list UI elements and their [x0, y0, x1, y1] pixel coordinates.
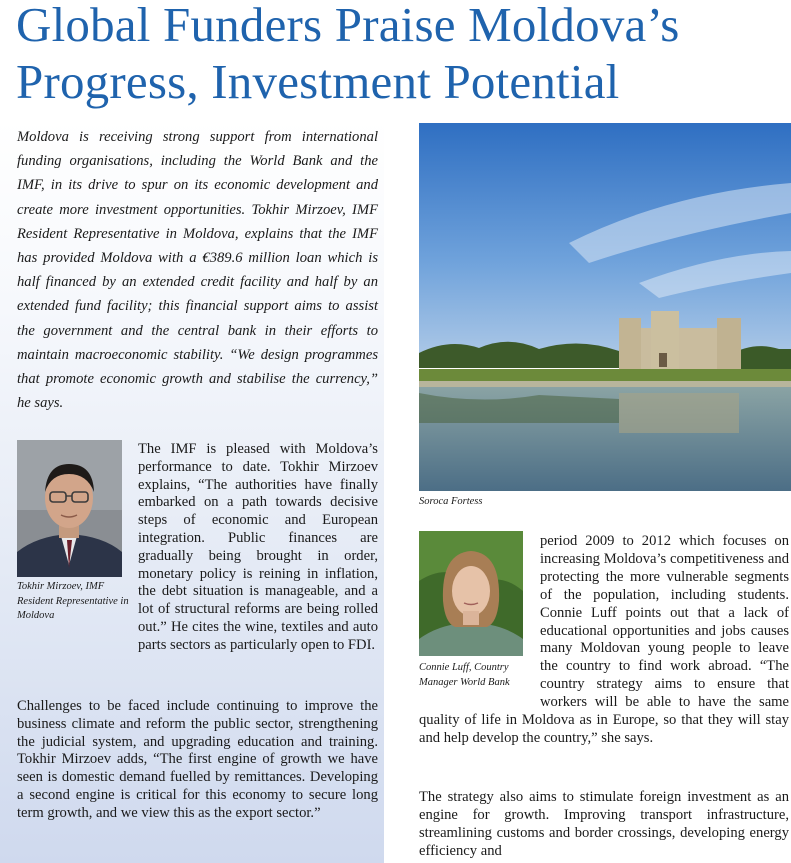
body-paragraph-4: The strategy also aims to stimulate foreign investment as an engine for growth. Improving transport infrastructure, streamlining customs and border crossings, developing energy efficiency and: [419, 789, 789, 859]
mirzoev-caption: Tokhir Mirzoev, IMF Resident Representative in Moldova: [17, 581, 129, 621]
article-title: [16, 0, 680, 110]
body-paragraph-1: [17, 441, 378, 687]
title-line-1: Global Funders Praise Moldova’s: [16, 0, 680, 52]
intro-paragraph: Moldova is receiving strong support from international funding organisations, including the World Bank and the IMF, in its drive to spur on its economic development and create more investment opportunities. Tokhir Mirzoev, IMF Resident Representative in Moldova, explains that the IMF has provided Moldova with a €389.6 million loan which is half financed by an extended credit facility and half by an extended fund facility; this financial support aims to assist the government and the central bank in their efforts to maintain macroeconomic stability. “We design programmes that promote economic growth and stabilise the currency,” he says.: [17, 129, 378, 412]
luff-caption: Connie Luff, Country Manager World Bank: [419, 662, 510, 688]
soroca-fortress-photo: [419, 123, 791, 491]
body-paragraph-3-text: period 2009 to 2012 which focuses on increasing Moldova’s competitiveness and protecting the more vulnerable segments of the population, including students. Connie Luff points out that a lack of educational opportunities and jobs causes many Moldovan young people to leave the country to find work abroad. “The country strategy aims to ensure that workers will be able to have the same quality of life in Moldova as in Europe, so that they will stay and help develop the country,” she says.: [419, 533, 789, 746]
body-paragraph-3: [419, 533, 789, 748]
fortress-caption: Soroca Fortess: [419, 496, 483, 507]
body-paragraph-1-text: The IMF is pleased with Moldova’s performance to date. Tokhir Mirzoev explains, “The authorities have finally embarked on a path towards decisive steps of economic and European integration. Public finances are gradually being brought in order, monetary policy is reining in inflation, the debt situation is manageable, and a lot of structural reforms are being rolled out.” He cites the wine, textiles and auto parts sectors as particularly open to FDI.: [138, 441, 378, 653]
title-line-2: Progress, Investment Potential: [16, 54, 620, 109]
body-paragraph-2: Challenges to be faced include continuing to improve the business climate and reform the public sector, strengthening the judicial system, and upgrading education and training. Tokhir Mirzoev adds, “The first engine of growth we have seen is domestic demand fuelled by remittances. Developing a second engine is critical for this economy to secure long term growth, and we view this as the export sector.”: [17, 698, 378, 821]
